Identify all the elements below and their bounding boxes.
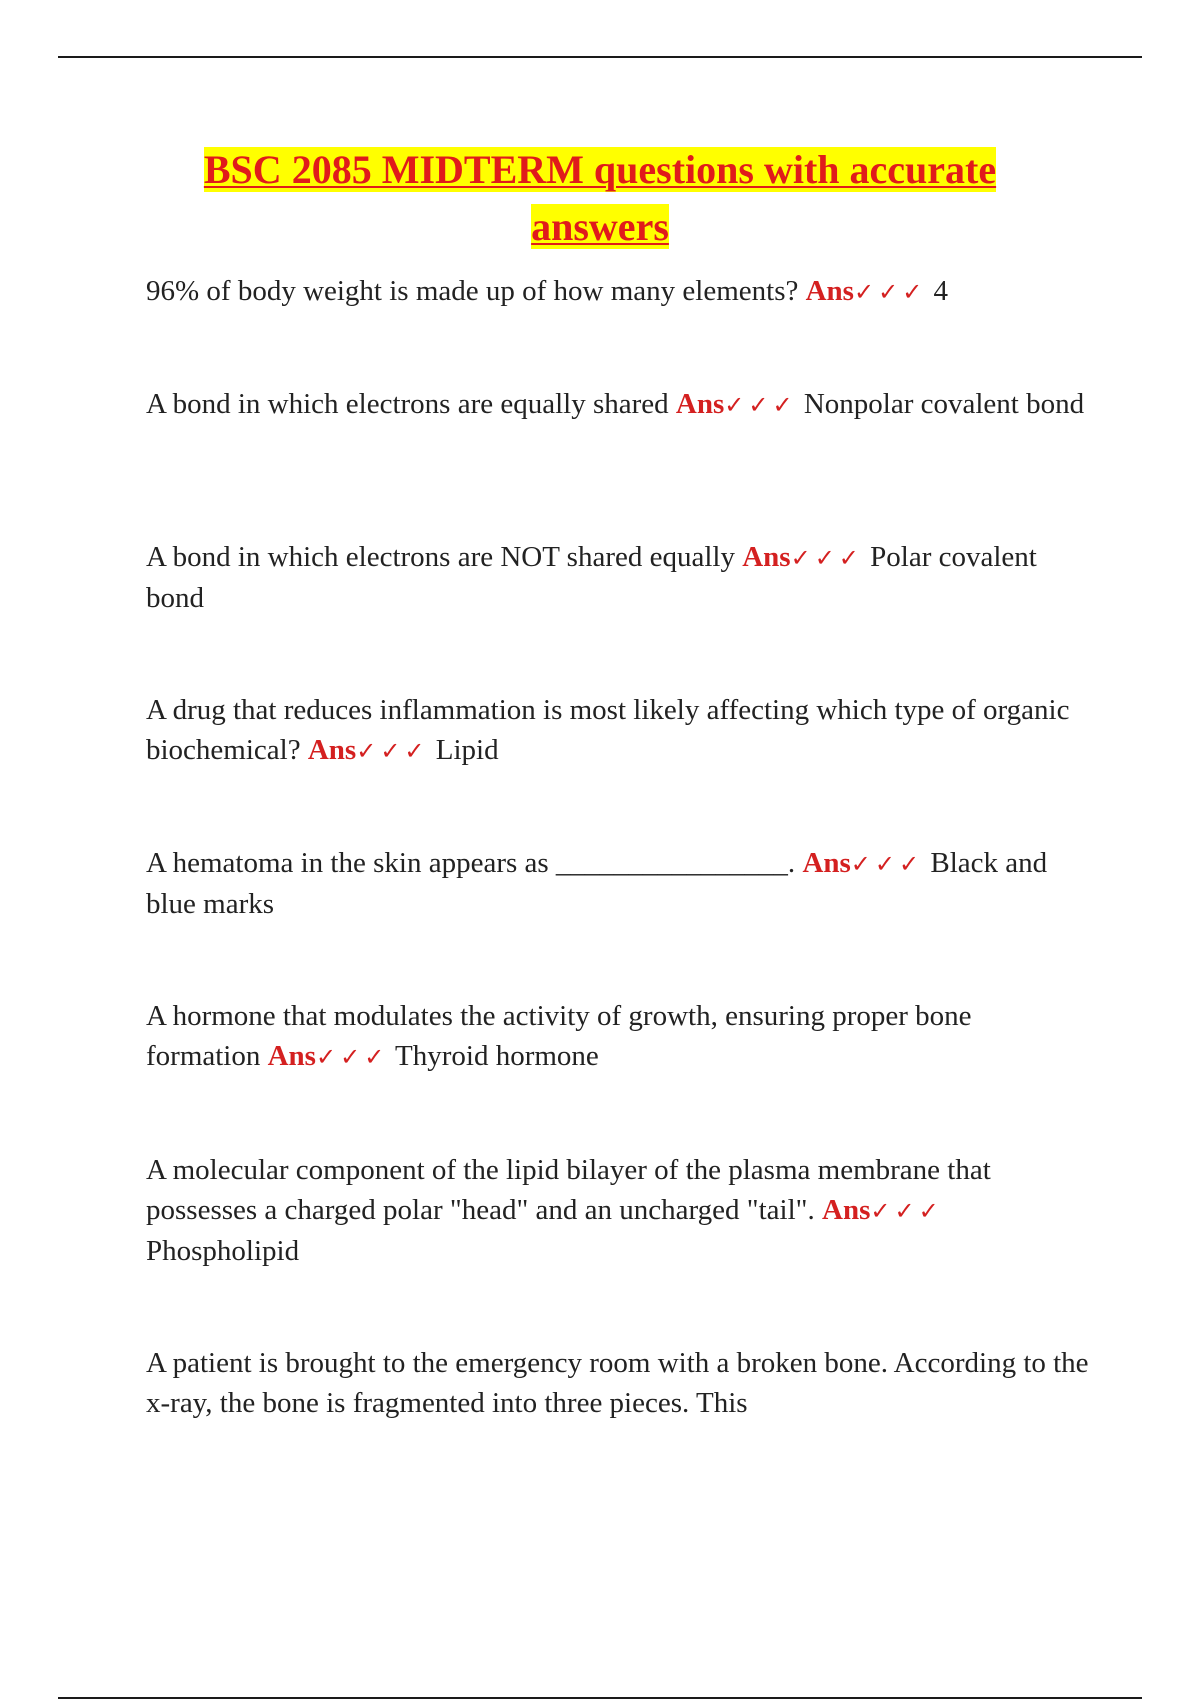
check-marks-icon: ✓✓✓ bbox=[315, 1043, 389, 1071]
ans-label: Ans bbox=[267, 1040, 316, 1072]
qa-item-6 bbox=[146, 996, 1092, 1077]
check-marks-icon: ✓✓✓ bbox=[850, 850, 924, 878]
bottom-rule bbox=[58, 1697, 1142, 1699]
answer-text: Polar covalent bond bbox=[146, 541, 1037, 614]
ans-label: Ans bbox=[822, 1194, 871, 1226]
title-line-2: answers bbox=[531, 204, 669, 249]
question-text: A bond in which electrons are NOT shared equally bbox=[146, 541, 735, 573]
answer-text: Thyroid hormone bbox=[395, 1040, 599, 1072]
question-text: A bond in which electrons are equally shared bbox=[146, 388, 669, 420]
question-text: 96% of body weight is made up of how many elements? bbox=[146, 275, 799, 307]
ans-label: Ans bbox=[802, 847, 851, 879]
title-line-1: BSC 2085 MIDTERM questions with accurate bbox=[203, 147, 997, 192]
answer-text: Nonpolar covalent bond bbox=[803, 388, 1085, 420]
question-text: A drug that reduces inflammation is most likely affecting which type of organic biochemical? bbox=[146, 694, 1070, 766]
ans-label: Ans bbox=[307, 734, 357, 766]
check-marks-icon: ✓✓✓ bbox=[870, 1197, 943, 1225]
answer-text: Phospholipid bbox=[146, 1235, 300, 1267]
answer-text: Black and blue marks bbox=[146, 847, 1048, 920]
check-marks-icon: ✓✓✓ bbox=[853, 278, 927, 306]
question-text: A hormone that modulates the activity of growth, ensuring proper bone formation bbox=[146, 1000, 972, 1072]
qa-item-4 bbox=[146, 690, 1092, 771]
qa-item-7 bbox=[146, 1150, 1092, 1271]
answer-text: 4 bbox=[933, 275, 949, 307]
qa-item-2 bbox=[146, 384, 1092, 425]
qa-item-8 bbox=[146, 1343, 1092, 1423]
qa-item-3 bbox=[146, 537, 1092, 618]
ans-label: Ans bbox=[675, 388, 725, 420]
answer-text: Lipid bbox=[435, 734, 499, 766]
check-marks-icon: ✓✓✓ bbox=[724, 391, 797, 419]
ans-label: Ans bbox=[742, 541, 791, 573]
qa-item-5 bbox=[146, 843, 1092, 924]
ans-label: Ans bbox=[805, 275, 854, 307]
qa-item-1 bbox=[146, 271, 1092, 312]
check-marks-icon: ✓✓✓ bbox=[356, 737, 429, 765]
question-text: A hematoma in the skin appears as ________________. bbox=[146, 847, 796, 879]
document-title bbox=[100, 141, 1100, 255]
question-text: A patient is brought to the emergency room with a broken bone. According to the x-ray, the bone is fragmented into three pieces. This bbox=[146, 1347, 1089, 1419]
question-text: A molecular component of the lipid bilayer of the plasma membrane that possesses a charged polar "head" and an uncharged "tail". bbox=[146, 1154, 991, 1226]
check-marks-icon: ✓✓✓ bbox=[790, 544, 863, 572]
top-rule bbox=[58, 56, 1142, 58]
